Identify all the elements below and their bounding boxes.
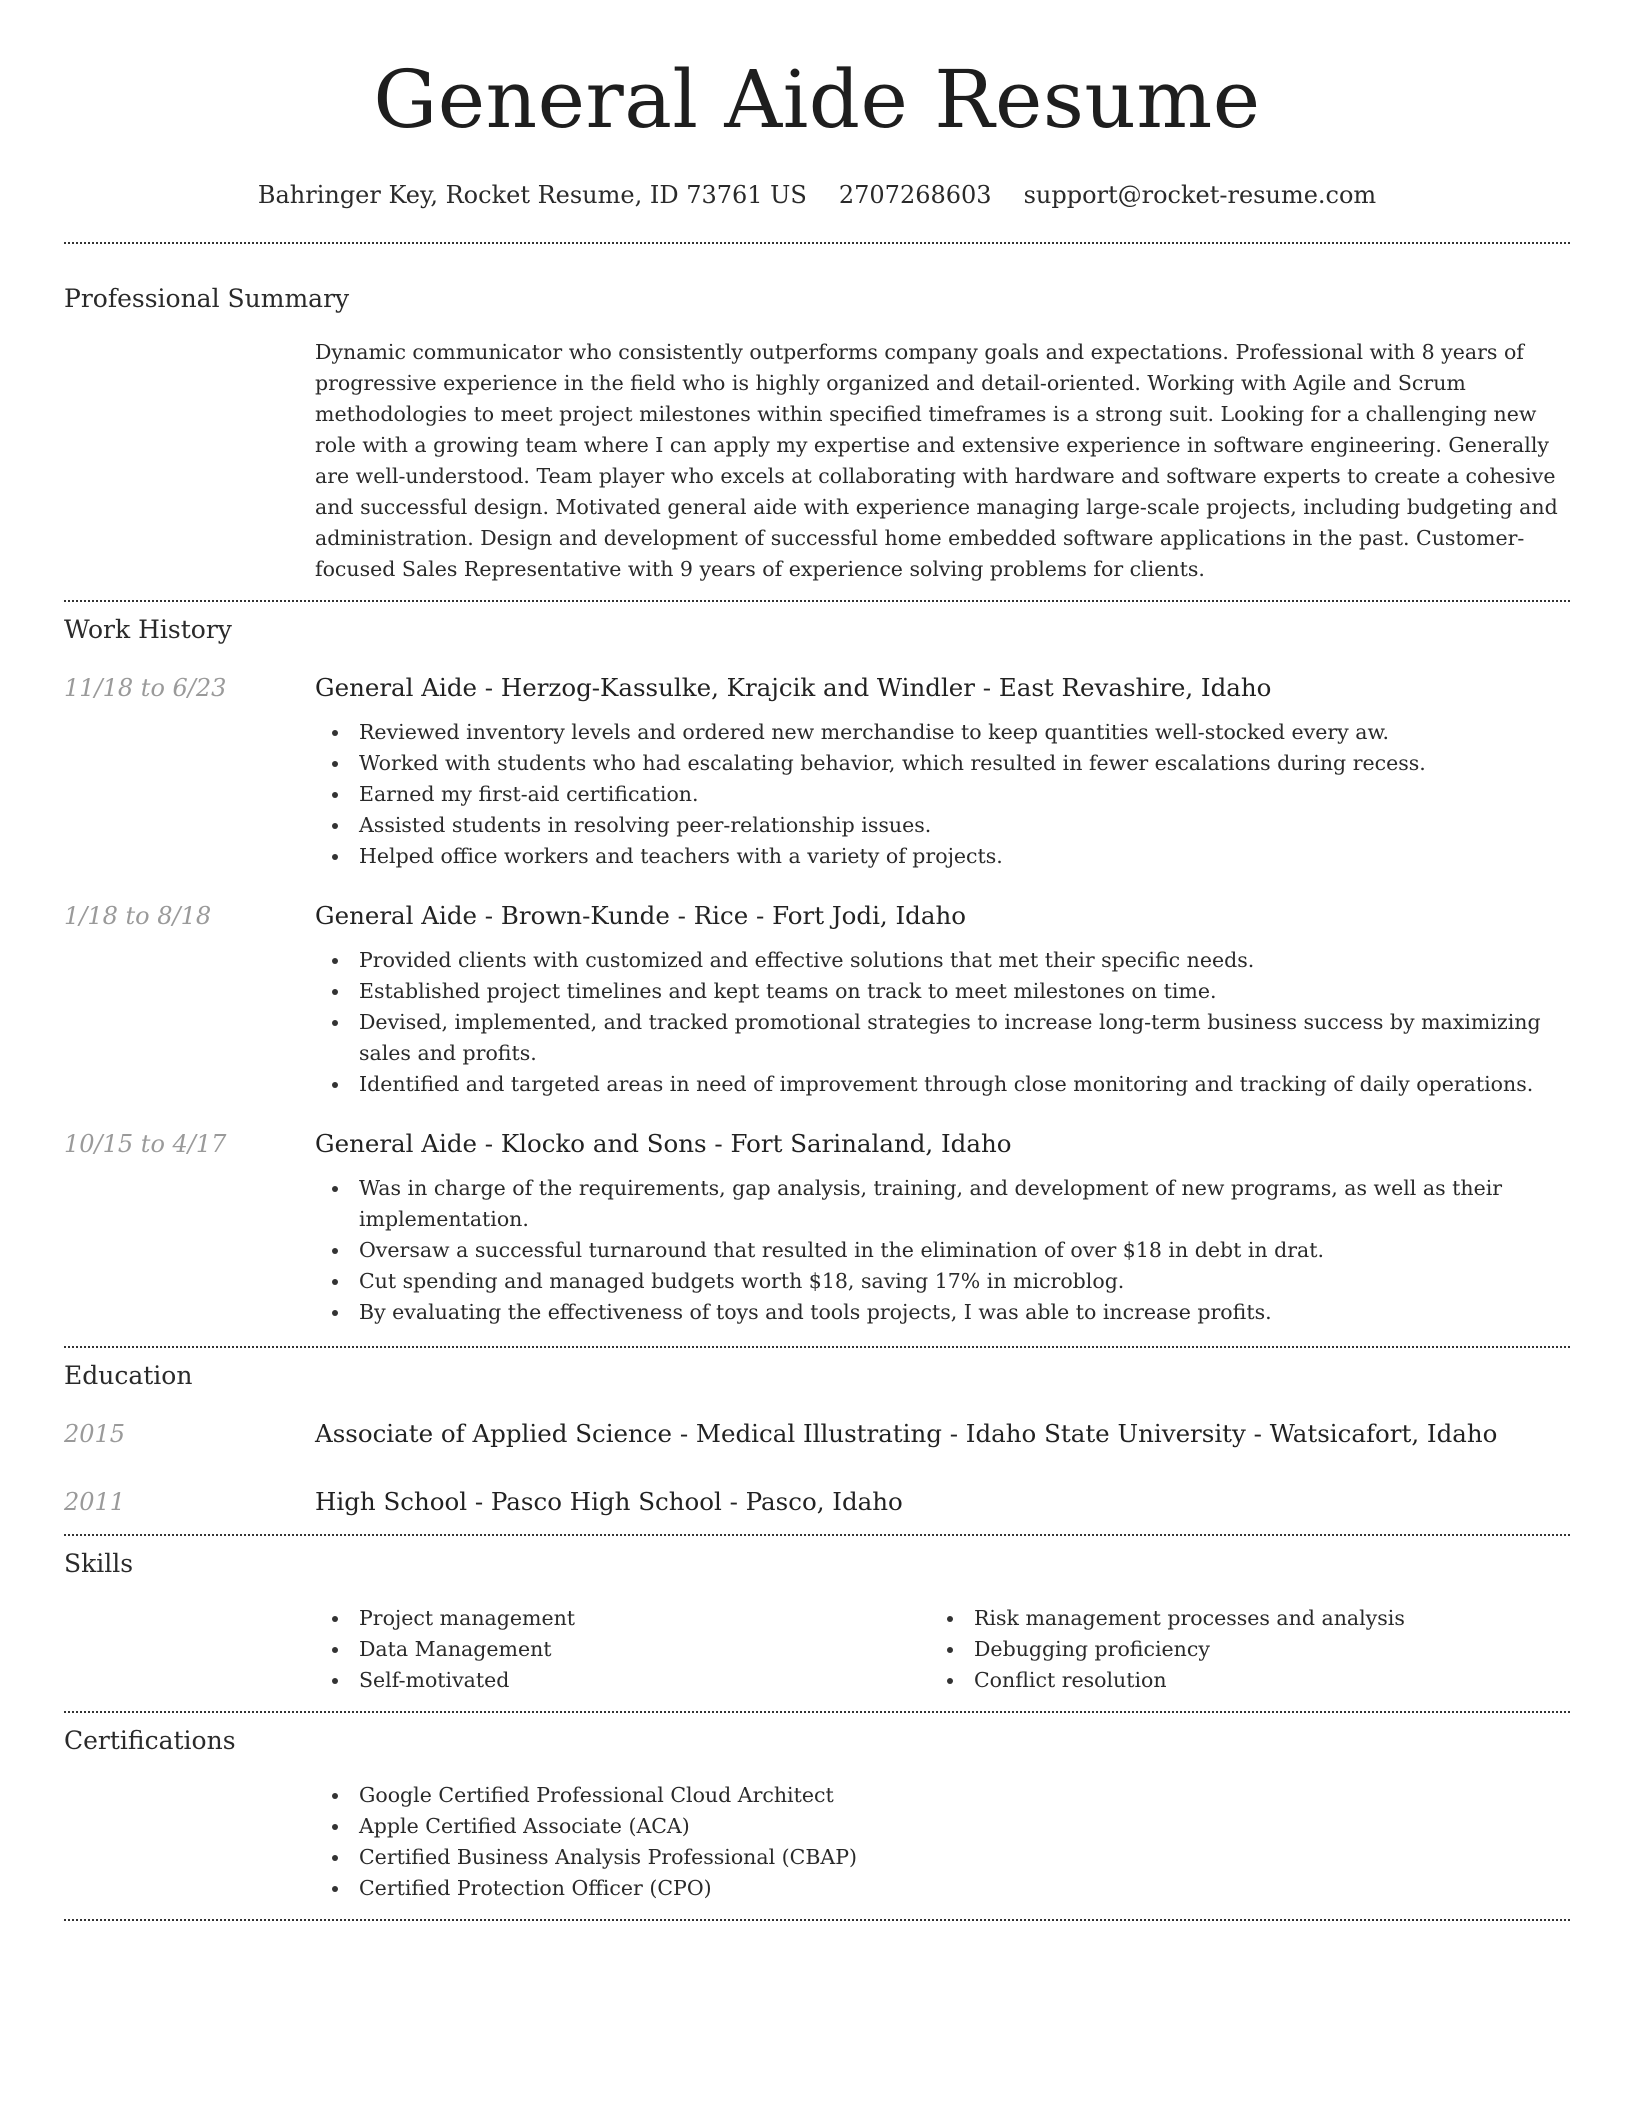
- list-item: Data Management: [315, 1634, 930, 1665]
- list-item: Helped office workers and teachers with a variety of projects.: [315, 841, 1570, 872]
- job-bullets: [315, 945, 1570, 1100]
- contact-address: Bahringer Key, Rocket Resume, ID 73761 US: [257, 181, 807, 209]
- job-dates: 11/18 to 6/23: [64, 674, 227, 702]
- resume-title: General Aide Resume: [373, 53, 1261, 146]
- job-title: General Aide - Brown-Kunde - Rice - Fort Jodi, Idaho: [315, 901, 966, 930]
- list-item: Cut spending and managed budgets worth $18, saving 17% in microblog.: [315, 1266, 1570, 1297]
- list-item: Oversaw a successful turnaround that resulted in the elimination of over $18 in debt in drat.: [315, 1235, 1570, 1266]
- summary-heading: Professional Summary: [64, 284, 350, 313]
- job-bullets: [315, 1173, 1570, 1328]
- skills-section: [64, 1536, 1570, 1696]
- contact-phone: 2707268603: [838, 181, 992, 209]
- certifications-list: [315, 1780, 1570, 1904]
- work-history-section: [64, 602, 1570, 1328]
- education-entry: [64, 1419, 1570, 1449]
- resume-page: [64, 0, 1570, 1921]
- list-item: Debugging proficiency: [930, 1634, 1545, 1665]
- list-item: Established project timelines and kept teams on track to meet milestones on time.: [315, 976, 1570, 1007]
- certifications-section: [64, 1713, 1570, 1904]
- job-entry: [64, 901, 1570, 1100]
- list-item: Apple Certified Associate (ACA): [315, 1811, 1570, 1842]
- education-entry: [64, 1487, 1570, 1517]
- job-bullets: [315, 717, 1570, 872]
- education-section: [64, 1348, 1570, 1517]
- job-entry: [64, 1129, 1570, 1328]
- section-divider: [64, 1919, 1570, 1921]
- skills-list-left: [315, 1603, 930, 1696]
- list-item: Reviewed inventory levels and ordered new merchandise to keep quantities well-stocked every aw.: [315, 717, 1570, 748]
- education-title: High School - Pasco High School - Pasco, Idaho: [315, 1487, 903, 1516]
- job-dates: 10/15 to 4/17: [64, 1130, 227, 1158]
- list-item: Google Certified Professional Cloud Architect: [315, 1780, 1570, 1811]
- education-year: 2015: [64, 1420, 126, 1448]
- education-year: 2011: [64, 1488, 126, 1516]
- skills-list-right: [930, 1603, 1545, 1696]
- job-entry: [64, 673, 1570, 872]
- job-title: General Aide - Klocko and Sons - Fort Sarinaland, Idaho: [315, 1129, 1012, 1158]
- skills-heading: Skills: [64, 1549, 134, 1578]
- list-item: Project management: [315, 1603, 930, 1634]
- list-item: Risk management processes and analysis: [930, 1603, 1545, 1634]
- list-item: Worked with students who had escalating behavior, which resulted in fewer escalations during recess.: [315, 748, 1570, 779]
- list-item: Certified Business Analysis Professional (CBAP): [315, 1842, 1570, 1873]
- work-history-heading: Work History: [64, 615, 232, 644]
- education-title: Associate of Applied Science - Medical Illustrating - Idaho State University - Watsicafort, Idaho: [315, 1419, 1498, 1448]
- list-item: Certified Protection Officer (CPO): [315, 1873, 1570, 1904]
- job-title: General Aide - Herzog-Kassulke, Krajcik and Windler - East Revashire, Idaho: [315, 673, 1272, 702]
- summary-text: Dynamic communicator who consistently outperforms company goals and expectations. Professional with 8 years of progressive experience in the field who is highly organized and detail-oriented. Working with Agile and Scrum methodologies to meet project milestones within specified timeframes is a strong suit. Looking for a challenging new role with a growing team where I can apply my expertise and extensive experience in software engineering. Generally are well-understood. Team player who excels at collaborating with hardware and software experts to create a cohesive and successful design. Motivated general aide with experience managing large-scale projects, including budgeting and administration. Design and development of successful home embedded software applications in the past. Customer-focused Sales Representative with 9 years of experience solving problems for clients.: [315, 340, 1558, 581]
- list-item: Devised, implemented, and tracked promotional strategies to increase long-term business success by maximizing sales and profits.: [315, 1007, 1570, 1069]
- list-item: Self-motivated: [315, 1665, 930, 1696]
- summary-section: [64, 244, 1570, 585]
- skills-grid: [315, 1603, 1570, 1696]
- list-item: Identified and targeted areas in need of improvement through close monitoring and tracking of daily operations.: [315, 1069, 1570, 1100]
- list-item: Conflict resolution: [930, 1665, 1545, 1696]
- contact-line: [64, 180, 1570, 210]
- certifications-heading: Certifications: [64, 1726, 236, 1755]
- contact-email: support@rocket-resume.com: [1023, 181, 1377, 209]
- education-heading: Education: [64, 1361, 193, 1390]
- list-item: Earned my first-aid certification.: [315, 779, 1570, 810]
- job-dates: 1/18 to 8/18: [64, 902, 212, 930]
- list-item: By evaluating the effectiveness of toys and tools projects, I was able to increase profits.: [315, 1297, 1570, 1328]
- summary-content: [315, 337, 1570, 585]
- list-item: Provided clients with customized and effective solutions that met their specific needs.: [315, 945, 1570, 976]
- list-item: Assisted students in resolving peer-relationship issues.: [315, 810, 1570, 841]
- list-item: Was in charge of the requirements, gap analysis, training, and development of new programs, as well as their implementation.: [315, 1173, 1570, 1235]
